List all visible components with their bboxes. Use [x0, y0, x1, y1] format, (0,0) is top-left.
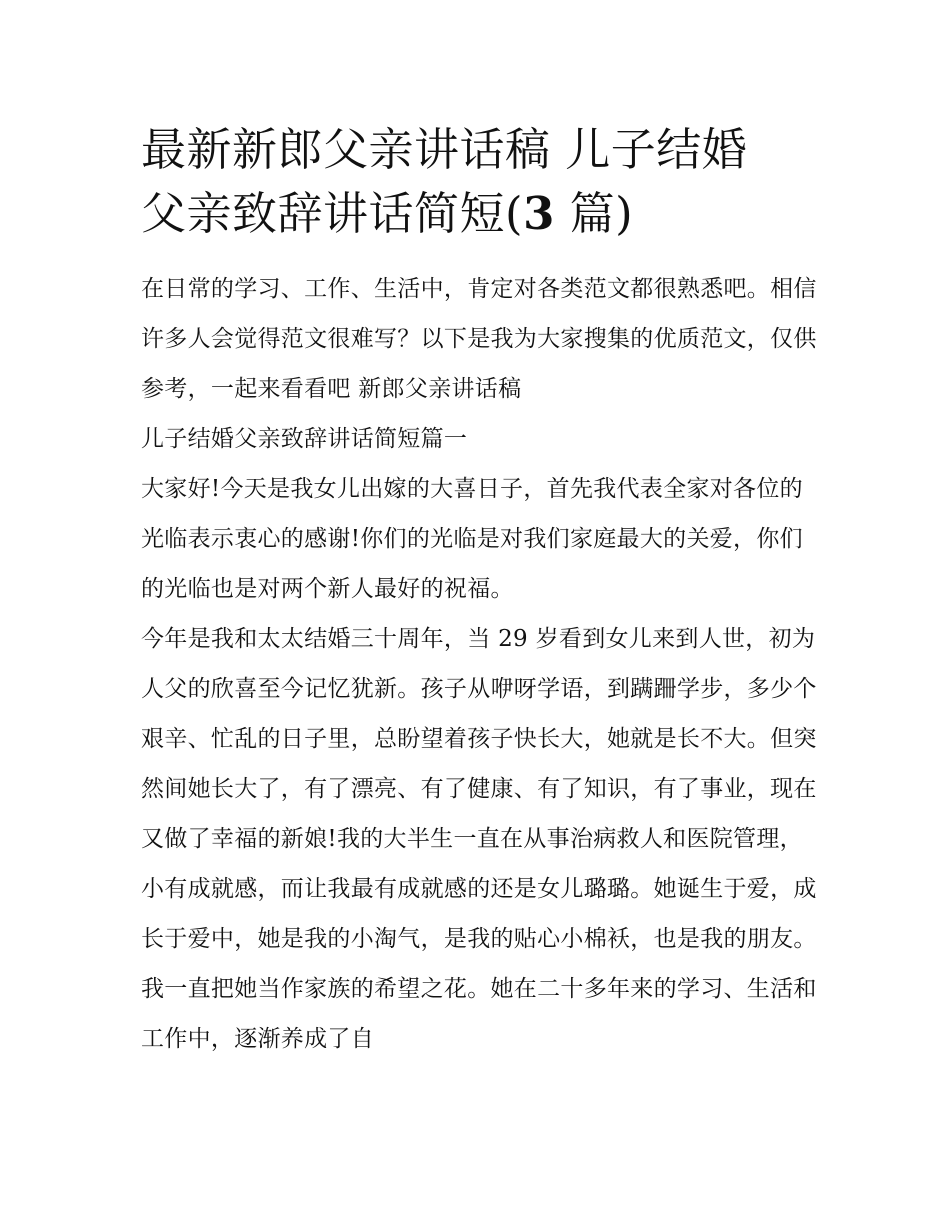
- title-line-1: 最新新郎父亲讲话稿 儿子结婚: [141, 123, 748, 176]
- section-heading: 儿子结婚父亲致辞讲话简短篇一: [141, 426, 468, 452]
- body-paragraph: 大家好!今天是我女儿出嫁的大喜日子，首先我代表全家对各位的光临表示衷心的感谢!你们的光临是对我们家庭最大的关爱，你们的光临也是对两个新人最好的祝福。: [141, 476, 803, 602]
- intro-paragraph: 在日常的学习、工作、生活中，肯定对各类范文都很熟悉吧。相信许多人会觉得范文很难写？以下是我为大家搜集的优质范文，仅供参考，一起来看看吧 新郎父亲讲话稿: [141, 276, 817, 402]
- body-paragraph: 今年是我和太太结婚三十周年，当 29 岁看到女儿来到人世，初为人父的欣喜至今记忆犹新。孩子从咿呀学语，到蹒跚学步，多少个艰辛、忙乱的日子里，总盼望着孩子快长大，她就是长不大。但突然间她长大了，有了漂亮、有了健康、有了知识，有了事业，现在又做了幸福的新娘!我的大半生一直在从事治病救人和医院管理，小有成就感，而让我最有成就感的还是女儿璐璐。她诞生于爱，成长于爱中，她是我的小淘气，是我的贴心小棉袄，也是我的朋友。我一直把她当作家族的希望之花。她在二十多年来的学习、生活和工作中，逐渐养成了自: [141, 626, 817, 1052]
- title-line-2-suffix: 篇): [554, 187, 634, 240]
- title-line-2-prefix: 父亲致辞讲话简短(: [141, 187, 524, 240]
- document-body: [141, 118, 821, 1064]
- document-title: [141, 118, 821, 246]
- title-line-2-number: 3: [523, 187, 555, 240]
